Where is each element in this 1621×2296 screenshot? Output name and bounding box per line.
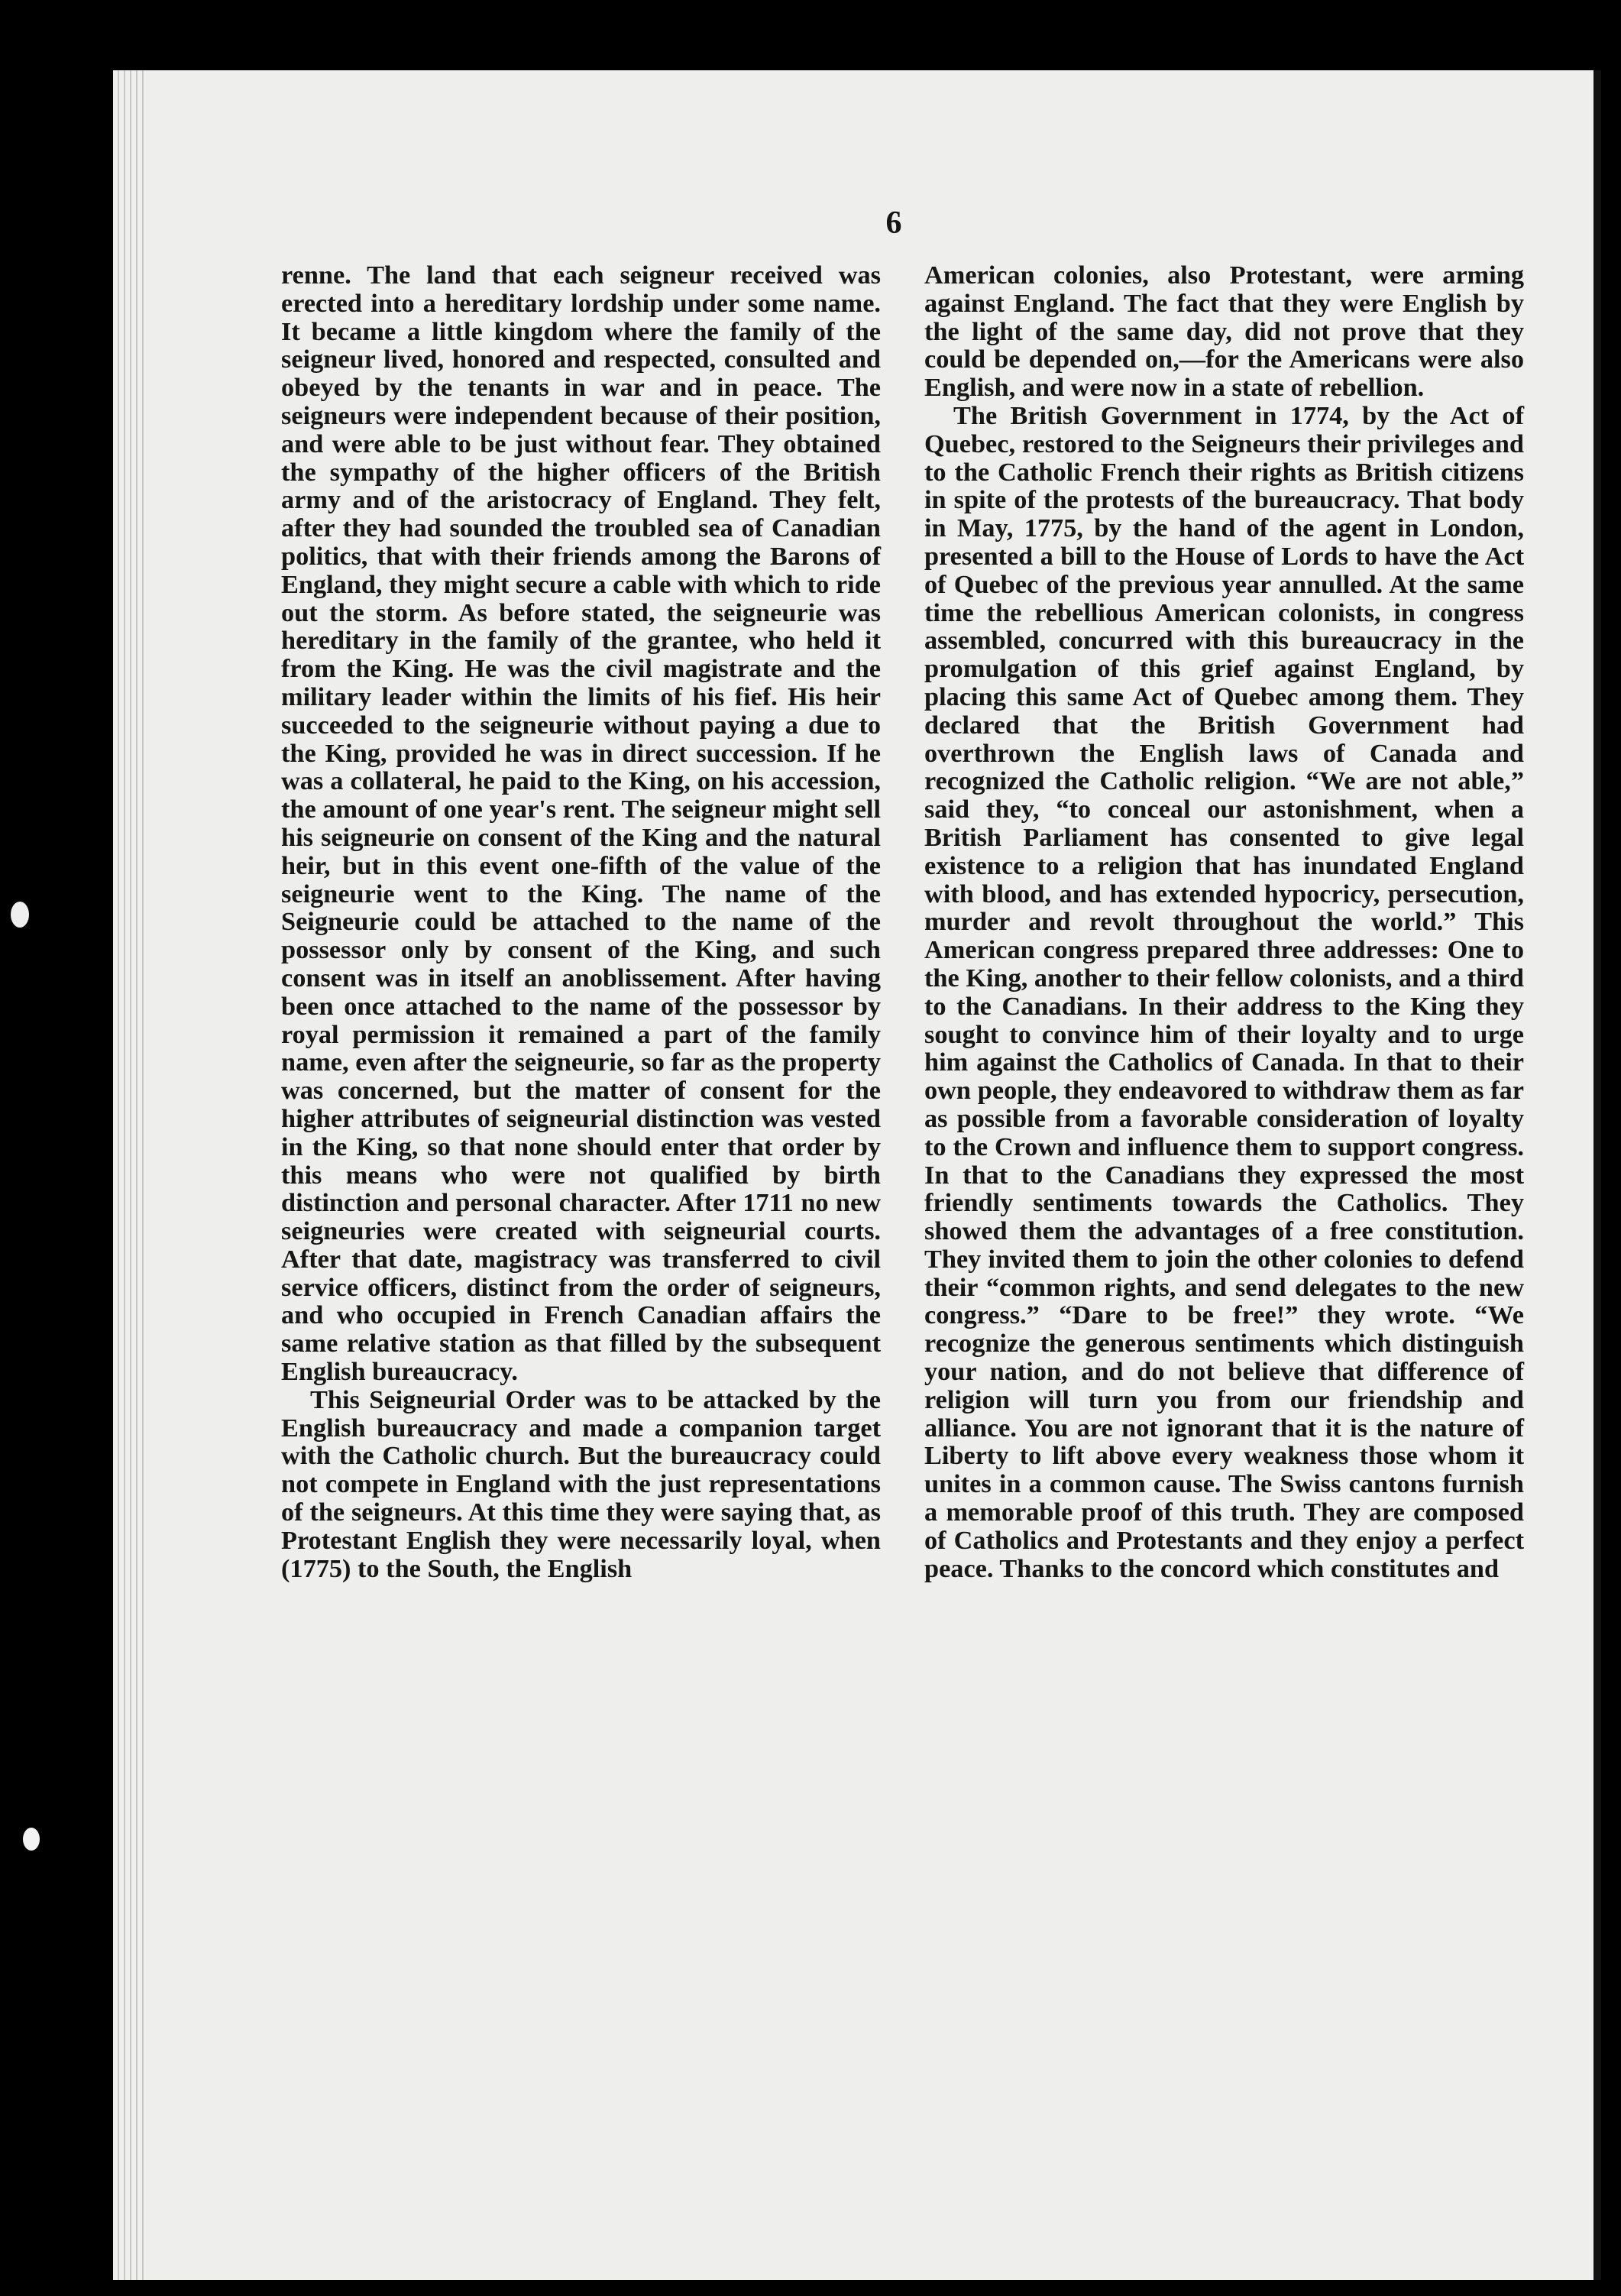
page-edge-line (130, 70, 131, 2280)
right-text-column (924, 261, 1524, 1582)
scan-artifact (11, 902, 29, 928)
page-edge-line (124, 70, 125, 2280)
page-edge-line (142, 70, 144, 2280)
left-text-column (281, 261, 881, 1582)
scanned-page (113, 70, 1601, 2280)
page-edge-line (136, 70, 138, 2280)
paragraph: This Seigneurial Order was to be attacked by the English bureaucracy and made a companion target with the Catholic church. But the bureaucracy could not compete in England with the just representations of the seigneurs. At this time they were saying that, as Protestant English they were necessarily loyal, when (1775) to the South, the English (281, 1384, 881, 1583)
page-number: 6 (885, 206, 902, 241)
page-edge-line (118, 70, 119, 2280)
scan-artifact (23, 1828, 40, 1851)
paragraph: American colonies, also Protestant, were arming against England. The fact that they were English by the light of the same day, did not prove that they could be depended on,—for the Americans were also English, and were now in a state of rebellion. (924, 261, 1524, 403)
paragraph: renne. The land that each seigneur received was erected into a hereditary lordship under some name. It became a little kingdom where the family of the seigneur lived, honored and respected, consulted and obeyed by the tenants in war and in peace. The seigneurs were independent because of their position, and were able to be just without fear. They obtained the sympathy of the higher officers of the British army and of the aristocracy of England. They felt, after they had sounded the troubled sea of Canadian politics, that with their friends among the Barons of England, they might secure a cable with which to ride out the storm. As before stated, the seigneurie was hereditary in the family of the grantee, who held it from the King. He was the civil magistrate and the military leader within the limits of his fief. His heir succeeded to the seigneurie without paying a due to the King, provided he was in direct succession. If he was a collateral, he paid to the King, on his accession, the amount of one year's rent. The seigneur might sell his seigneurie on consent of the King and the natural heir, but in this event one-fifth of the value of the seigneurie went to the King. The name of the Seigneurie could be attached to the name of the possessor only by consent of the King, and such consent was in itself an anoblissement. After having been once attached to the name of the possessor by royal permission it remained a part of the family name, even after the seigneurie, so far as the property was concerned, but the matter of consent for the higher attributes of seigneurial distinction was vested in the King, so that none should enter that order by this means who were not qualified by birth distinction and personal character. After 1711 no new seigneuries were created with seigneurial courts. After that date, magistracy was transferred to civil service officers, distinct from the order of seigneurs, and who occupied in French Canadian affairs the same relative station as that filled by the subsequent English bureaucracy. (281, 261, 881, 1387)
binding-edge (1593, 70, 1601, 2280)
paragraph: The British Government in 1774, by the Act of Quebec, restored to the Seigneurs their privileges and to the Catholic French their rights as British citizens in spite of the protests of the bureaucracy. That body in May, 1775, by the hand of the agent in London, presented a bill to the House of Lords to have the Act of Quebec of the previous year annulled. At the same time the rebellious American colonists, in congress assembled, concurred with this bureaucracy in the promulgation of this grief against England, by placing this same Act of Quebec among them. They declared that the British Government had overthrown the English laws of Canada and recognized the Catholic religion. “We are not able,” said they, “to conceal our astonishment, when a British Parliament has consented to give legal existence to a religion that has inundated England with blood, and has extended hypocricy, persecution, murder and revolt throughout the world.” This American congress prepared three addresses: One to the King, another to their fellow colonists, and a third to the Canadians. In their address to the King they sought to convince him of their loyalty and to urge him against the Catholics of Canada. In that to their own people, they endeavored to withdraw them as far as possible from a favorable consideration of loyalty to the Crown and influence them to support congress. In that to the Canadians they expressed the most friendly sentiments towards the Catholics. They showed them the advantages of a free constitution. They invited them to join the other colonies to defend their “common rights, and send delegates to the new congress.” “Dare to be free!” they wrote. “We recognize the generous sentiments which distinguish your nation, and do not believe that difference of religion will turn you from our friendship and alliance. You are not ignorant that it is the nature of Liberty to lift above every weakness those whom it unites in a common cause. The Swiss cantons furnish a memorable proof of this truth. They are composed of Catholics and Protestants and they enjoy a perfect peace. Thanks to the concord which constitutes and (924, 400, 1524, 1583)
